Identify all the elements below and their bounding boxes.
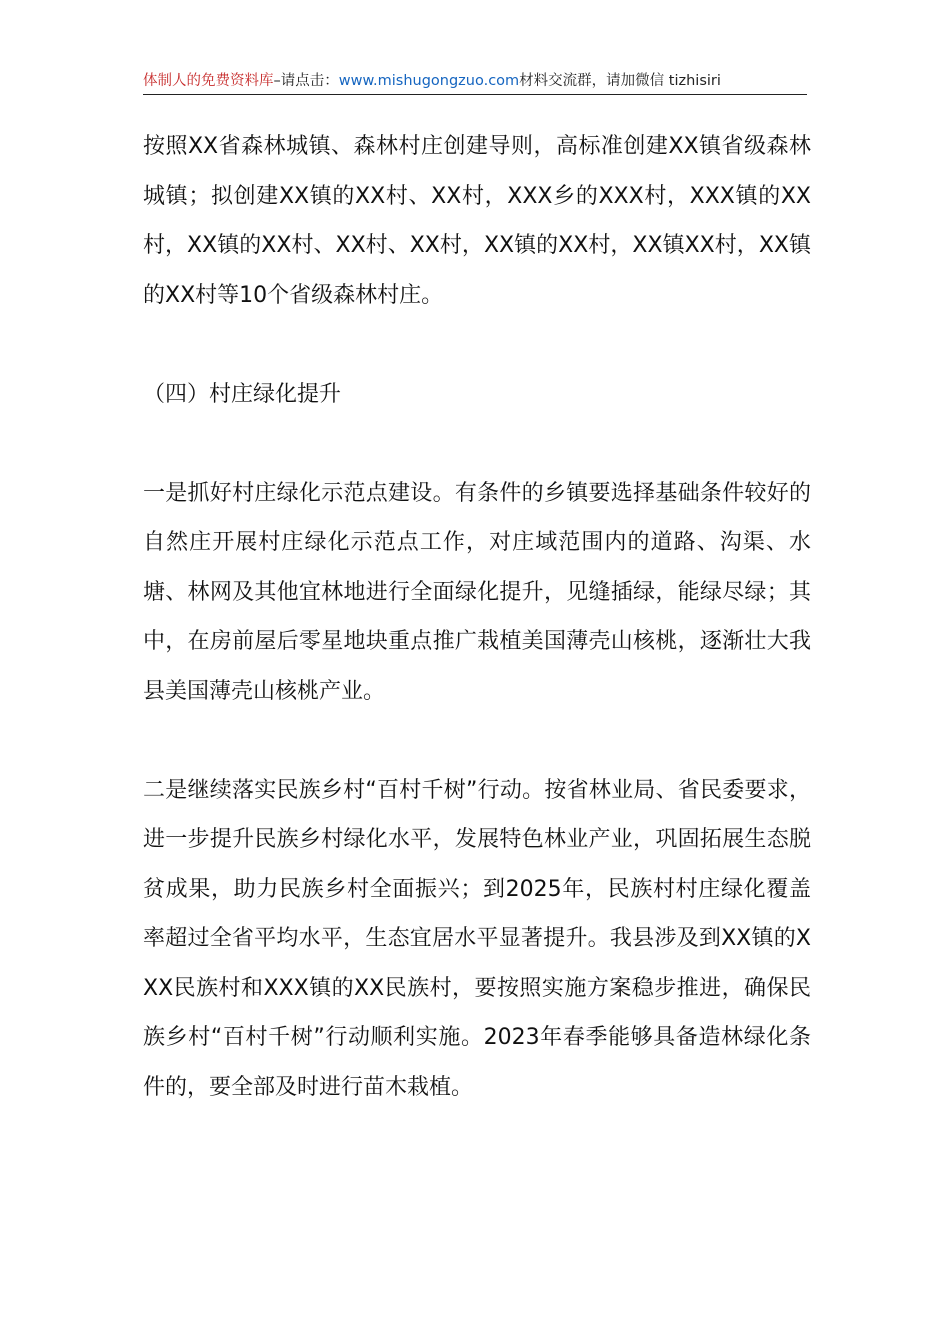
header-brand: 体制人的免费资料库 xyxy=(143,73,274,89)
section-heading: （四）村庄绿化提升 xyxy=(143,381,342,407)
paragraph-ethnic-villages: 二是继续落实民族乡村“百村千树”行动。按省林业局、省民委要求，进一步提升民族乡村绿化水平，发展特色林业产业，巩固拓展生态脱贫成果，助力民族乡村全面振兴；到2025年，民族村村庄绿化覆盖率超过全省平均水平，生态宜居水平显著提升。我县涉及到XX镇的XXX民族村和XXX镇的XX民族村，要按照实施方案稳步推进，确保民族乡村“百村千树”行动顺利实施。2023年春季能够具备造林绿化条件的，要全部及时进行苗木栽植。 xyxy=(143,777,811,1100)
header-contact: 材料交流群，请加微信 tizhisiri xyxy=(519,73,721,89)
header-link[interactable]: www.mishugongzuo.com xyxy=(338,73,520,89)
paragraph-forest-town: 按照XX省森林城镇、森林村庄创建导则，高标准创建XX镇省级森林城镇；拟创建XX镇的XX村、XX村，XXX乡的XXX村，XXX镇的XX村，XX镇的XX村、XX村、XX村，XX镇的XX村，XX镇XX村，XX镇的XX村等10个省级森林村庄。 xyxy=(143,134,811,308)
header-prompt: –请点击： xyxy=(273,73,339,89)
document-body xyxy=(143,122,811,1112)
page-header xyxy=(143,72,807,95)
paragraph-demo-sites: 一是抓好村庄绿化示范点建设。有条件的乡镇要选择基础条件较好的自然庄开展村庄绿化示范点工作，对庄域范围内的道路、沟渠、水塘、林网及其他宜林地进行全面绿化提升，见缝插绿，能绿尽绿；其中，在房前屋后零星地块重点推广栽植美国薄壳山核桃，逐渐壮大我县美国薄壳山核桃产业。 xyxy=(143,480,811,704)
